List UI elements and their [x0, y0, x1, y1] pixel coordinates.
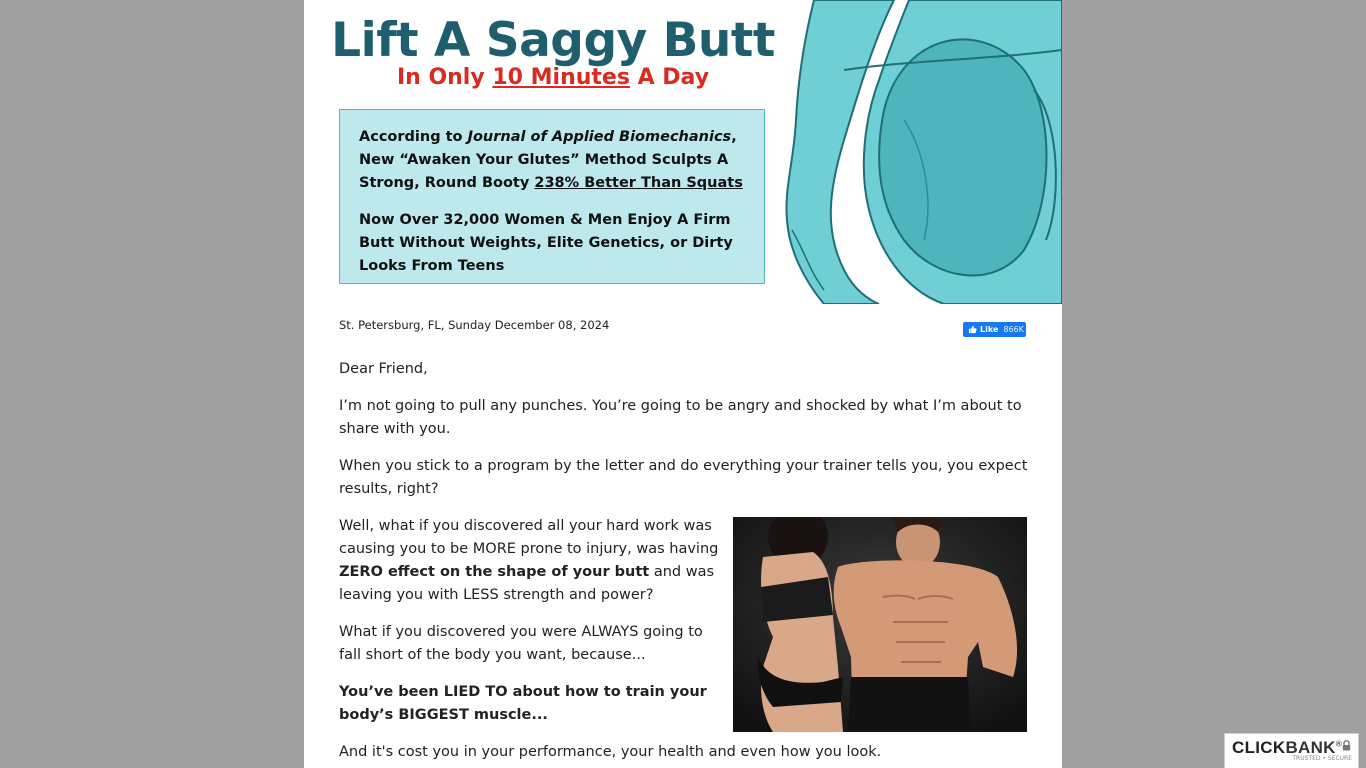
subhead-emphasis: 10 Minutes — [492, 65, 630, 90]
glutes-illustration — [784, 0, 1062, 304]
callout-underlined-claim: 238% Better Than Squats — [534, 175, 743, 191]
clickbank-logo-bank: BANK — [1285, 738, 1336, 757]
registered-mark: ® — [1335, 739, 1342, 749]
clickbank-tagline: TRUSTED • SECURE — [1292, 755, 1352, 762]
callout-text: According to — [359, 129, 468, 145]
letter-paragraph: When you stick to a program by the letter and do everything your trainer tells you, you expect results, right? — [339, 458, 1028, 497]
letter-bold-text: ZERO effect on the shape of your butt — [339, 564, 650, 580]
highlight-callout — [339, 109, 765, 284]
letter-text: and was leaving you with LESS strength and power? — [339, 564, 715, 603]
journal-name: Journal of Applied Biomechanics — [467, 129, 732, 145]
letter-text: Well, what if you discovered all your hard work was causing you to be MORE prone to injury, was having — [339, 518, 719, 557]
clickbank-trust-badge[interactable] — [1224, 733, 1359, 768]
fitness-couple-photo — [733, 517, 1027, 732]
callout-paragraph-2: Now Over 32,000 Women & Men Enjoy A Firm Butt Without Weights, Elite Genetics, or Dirty Looks From Teens — [359, 212, 733, 274]
subhead-post: A Day — [629, 65, 710, 90]
page-subheadline — [304, 62, 802, 94]
callout-paragraph-1 — [359, 126, 746, 195]
callout-text: , New “Awaken Your Glutes” Method Sculpts A Strong, Round Booty — [359, 129, 737, 191]
subhead-pre: In Only — [396, 65, 493, 90]
lock-icon — [1342, 740, 1351, 751]
letter-paragraph: What if you discovered you were ALWAYS going to fall short of the body you want, because... — [339, 624, 703, 663]
clickbank-logo-click: CLICK — [1232, 738, 1286, 757]
letter-greeting: Dear Friend, — [339, 361, 428, 377]
dateline: St. Petersburg, FL, Sunday December 08, 2024 — [339, 318, 610, 332]
letter-paragraph-bold: You’ve been LIED TO about how to train your body’s BIGGEST muscle... — [339, 684, 707, 723]
sales-page — [304, 0, 1062, 768]
page-headline: Lift A Saggy Butt — [331, 13, 775, 68]
like-label: Like — [980, 325, 999, 334]
letter-paragraph — [339, 515, 721, 607]
facebook-like-button[interactable] — [963, 322, 1026, 337]
like-count: 866K — [1003, 325, 1024, 334]
letter-paragraph: And it's cost you in your performance, your health and even how you look. — [339, 744, 882, 760]
thumbs-up-icon — [968, 325, 977, 334]
letter-paragraph: I’m not going to pull any punches. You’re going to be angry and shocked by what I’m about to share with you. — [339, 398, 1022, 437]
